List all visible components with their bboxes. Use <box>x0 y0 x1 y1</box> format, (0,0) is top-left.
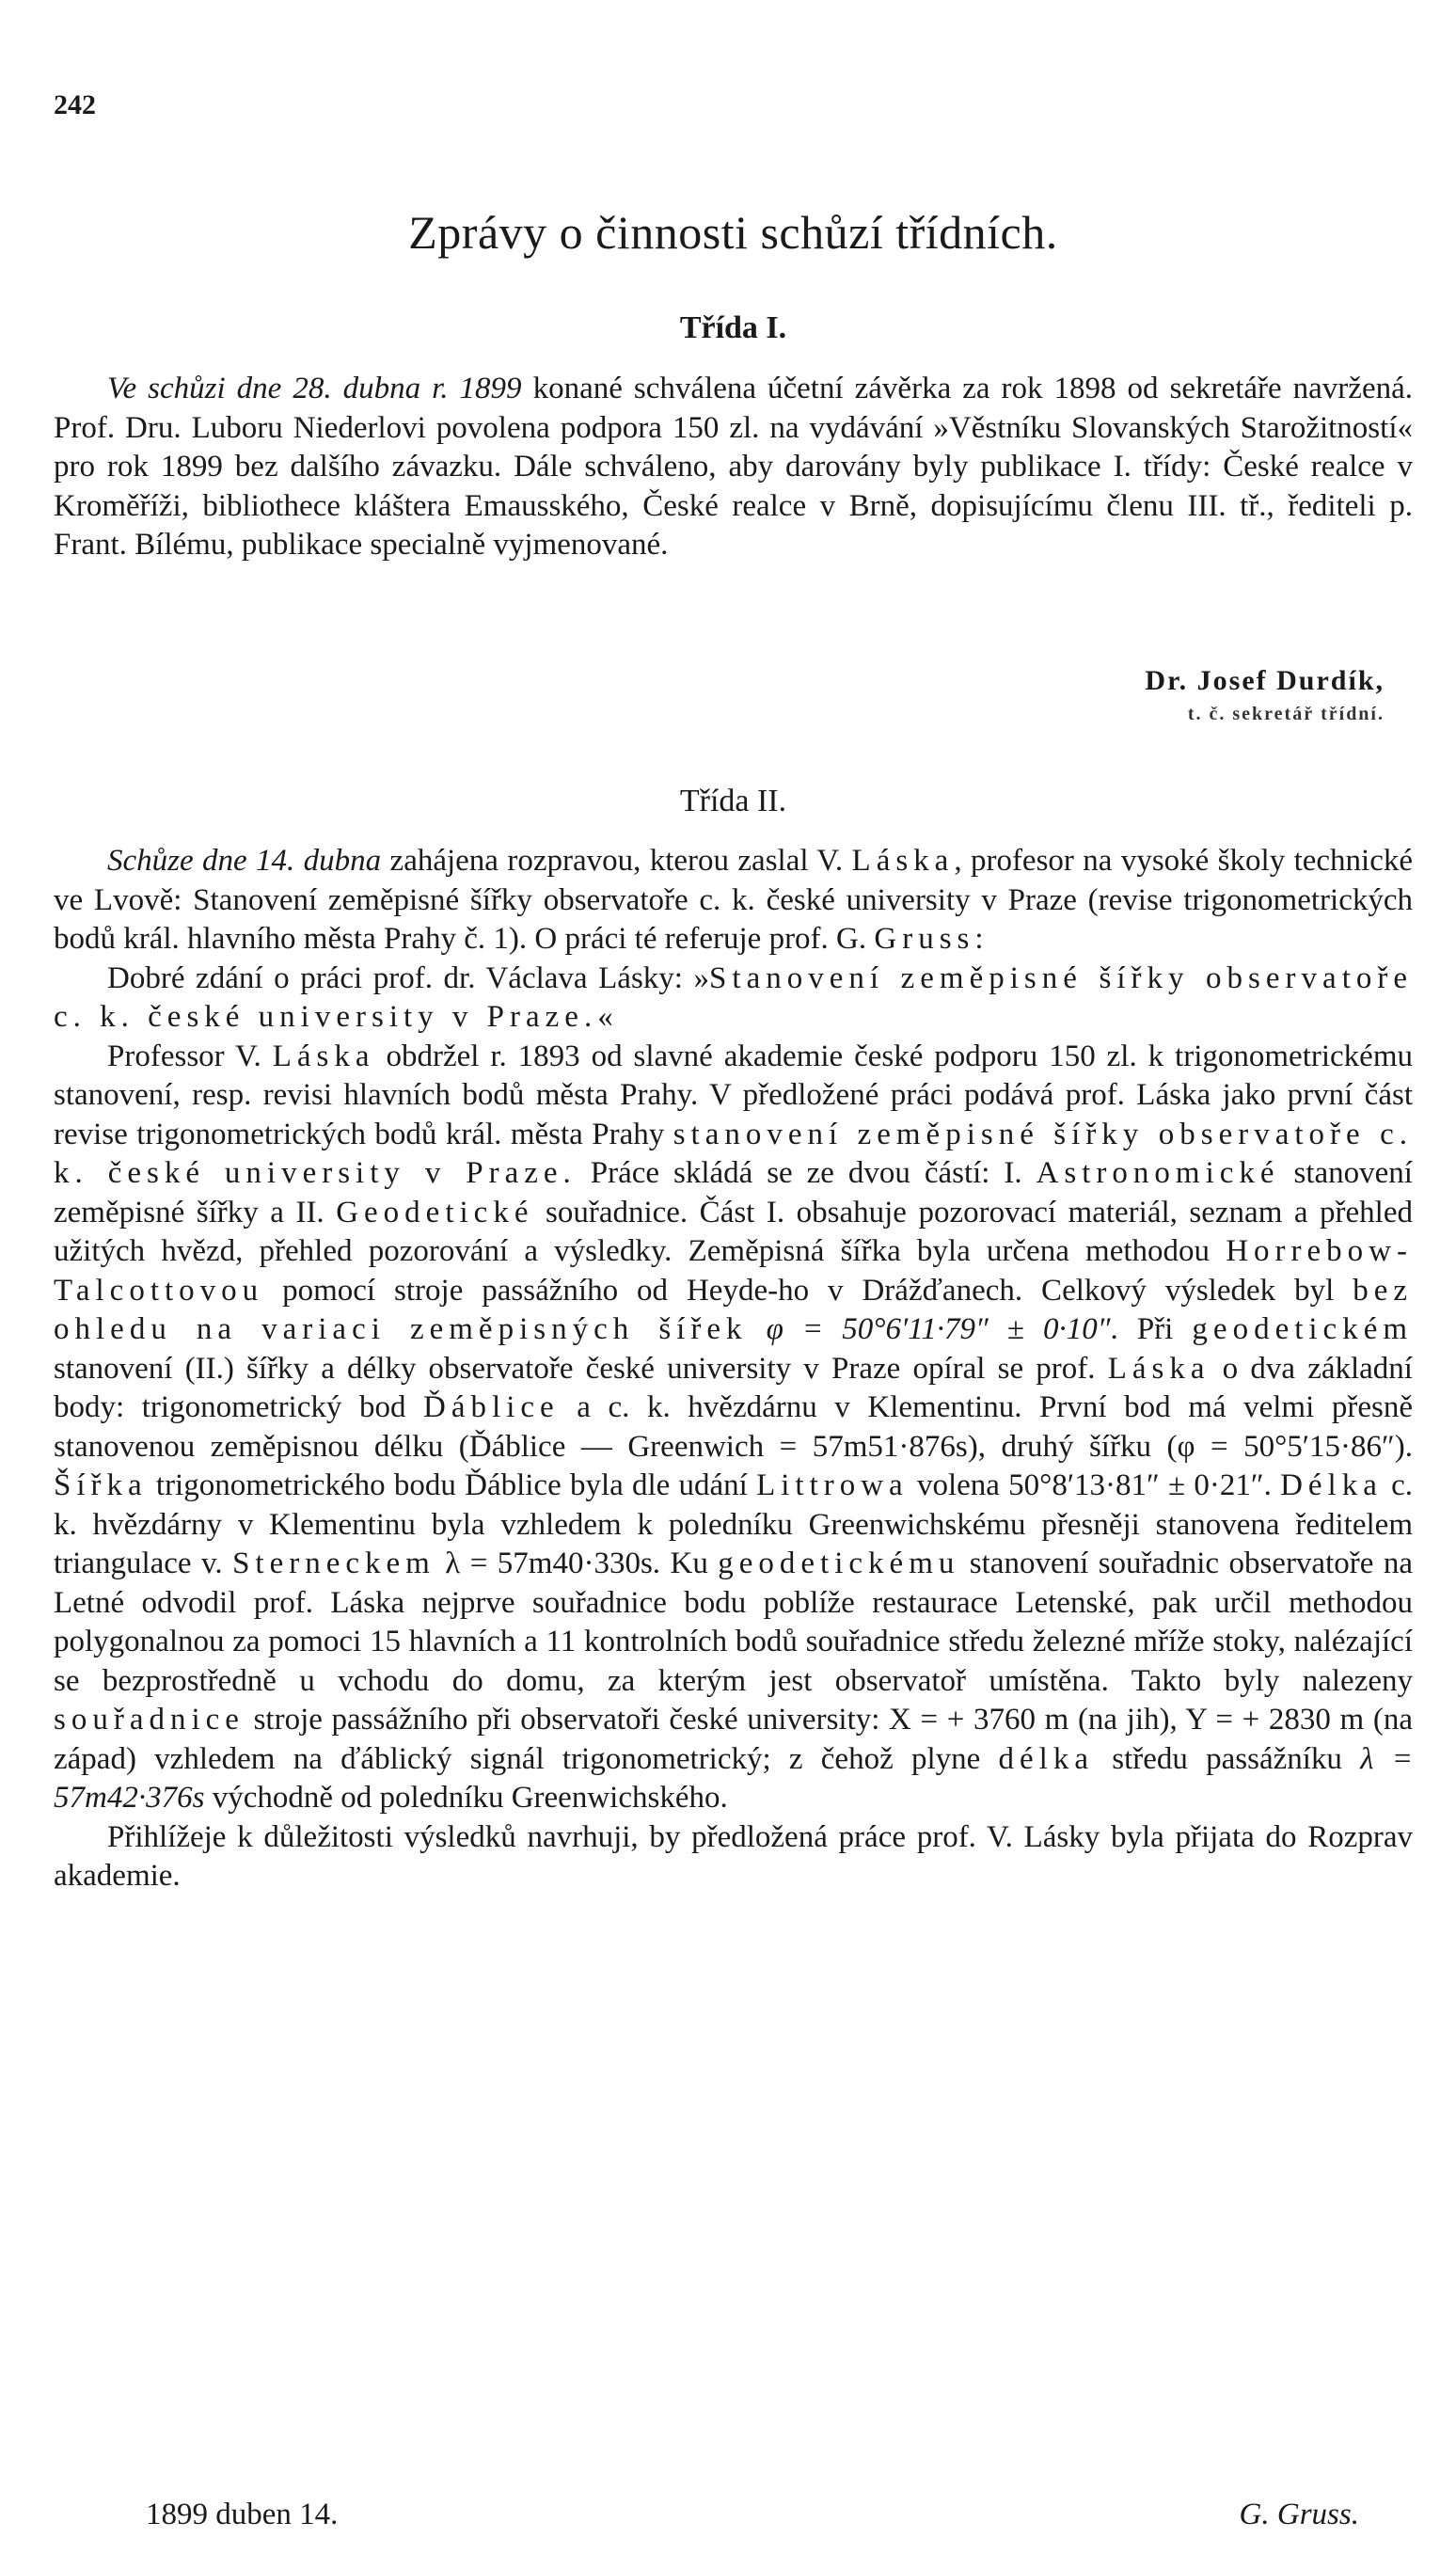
class-1-report <box>54 370 1413 565</box>
spaced-text: Geodetické <box>336 1195 534 1229</box>
class-2-paragraph-opinion-body <box>54 1038 1413 1818</box>
text-run: Práce skládá se ze dvou částí: I. <box>576 1156 1037 1190</box>
spaced-text: Láska <box>272 1039 375 1073</box>
class-2-paragraph-intro <box>54 842 1413 960</box>
spaced-text: souřadnice <box>54 1703 245 1737</box>
text-run: . Při <box>1110 1312 1193 1346</box>
formula-text: φ = 50°6′11·79″ ± 0·10″ <box>766 1312 1111 1346</box>
reviewer-signature: G. Gruss. <box>1239 2498 1359 2531</box>
text-run: stanovení (II.) šířky a délky observatoře české university v Praze opíral se prof. <box>54 1351 1108 1386</box>
page-title: Zprávy o činnosti schůzí třídních. <box>408 206 1058 259</box>
spaced-title: Stanovení zeměpisné šířky observatoře c. k. české university v Praze. <box>54 960 1413 1034</box>
class-1-paragraph <box>54 370 1413 565</box>
secretary-signature-role: t. č. sekretář třídní. <box>1187 704 1385 724</box>
spaced-text: Astronomické <box>1036 1156 1280 1190</box>
spaced-name: Láska <box>851 844 955 878</box>
text-run: souřadnice. Část I. obsahuje pozorovací materiál, seznam a přehled užitých hvězd, přehled pozorování a výsledky. Zeměpisná šířka byla určena methodou <box>54 1195 1413 1268</box>
class-2-paragraph-opinion-title <box>54 960 1413 1038</box>
text-run: volena 50°8′13·81″ ± 0·21″. <box>908 1468 1281 1502</box>
text-run: stroje passážního při observatoři české university: X = + 3760 m (na jih), Y = + 2830 m (na západ) vzhledem na ďáblický signál trigonometrický; z čehož plyne <box>54 1703 1413 1776</box>
spaced-text: geodetickém <box>1192 1312 1414 1346</box>
class-2-report <box>54 842 1413 1896</box>
spaced-text: délka <box>998 1741 1094 1776</box>
section-heading-class-2: Třída II. <box>679 784 787 818</box>
spaced-text: Horrebow-Talcottovou <box>54 1234 1413 1308</box>
text-run: Dobré zdání o práci prof. dr. Václava Lásky: » <box>107 960 710 995</box>
formula-text: λ = 57m42·376s <box>54 1741 1413 1815</box>
text-run: λ = 57m40·330s. Ku <box>435 1547 719 1580</box>
spaced-text: Šířka <box>54 1468 148 1502</box>
spaced-text: Délka <box>1280 1468 1383 1502</box>
spaced-text: Láska <box>1107 1351 1211 1386</box>
section-heading-class-1: Třída I. <box>679 310 787 345</box>
text-run: Professor V. <box>107 1039 273 1073</box>
text-run: zahájena rozpravou, kterou zaslal V. <box>381 844 852 878</box>
text-run: středu passážníku <box>1094 1741 1361 1776</box>
secretary-signature-name: Dr. Josef Durdík, <box>1145 665 1385 696</box>
spaced-text: Sterneckem <box>232 1547 435 1580</box>
text-run: : <box>974 922 984 956</box>
spaced-text: geodetickému <box>718 1547 960 1580</box>
closing-date: 1899 duben 14. <box>146 2498 339 2531</box>
meeting-date: Schůze dne 14. dubna <box>107 844 382 878</box>
text-run: obdržel r. 1893 od slavné akademie české podporu 150 zl. k trigonometrickému stanovení, resp. revisi hlavních bodů města Prahy. V předložené práci podává prof. Láska jako první část revise trigonometrických bodů král. města Prahy <box>54 1039 1413 1151</box>
text-run: « <box>597 1000 613 1034</box>
spaced-text: bez ohledu na variaci zeměpisných šířek <box>54 1273 1413 1346</box>
spaced-text: Ďáblice <box>423 1390 560 1424</box>
text-run: stanovení souřadnic observatoře na Letné odvodil prof. Láska nejprve souřadnice bodu poblíže restaurace Letenské, pak určil methodou polygonalnou za pomoci 15 hlavních a 11 kontrolních bodů souřadnice středu železné mříže stoky, nalézající se bezprostředně u vchodu do domu, za kterým jest observatoř umístěna. Takto byly nalezeny <box>54 1547 1413 1698</box>
class-2-paragraph-recommendation: Přihlížeje k důležitosti výsledků navrhuji, by předložená práce prof. V. Lásky byla přijata do Rozprav akademie. <box>54 1819 1413 1893</box>
text-run: pomocí stroje passážního od Heyde-ho v Drážďanech. Celkový výsledek byl <box>263 1273 1353 1308</box>
text-run: o dva základní body: trigonometrický bod <box>54 1351 1413 1424</box>
text-run <box>747 1312 766 1346</box>
spaced-text: stanovení zeměpisné šířky observatoře c. k. české university v Praze. <box>54 1117 1413 1190</box>
page-number: 242 <box>54 89 96 120</box>
text-run: c. k. hvězdárny v Klementinu byla vzhledem k poledníku Greenwichskému přesněji stanovena ředitelem triangulace v. <box>54 1468 1413 1580</box>
text-run: východně od poledníku Greenwichského. <box>204 1781 728 1815</box>
text-run: trigonometrického bodu Ďáblice byla dle udání <box>147 1468 757 1502</box>
paragraph-text: konané schválena účetní závěrka za rok 1898 od sekretáře navržená. Prof. Dru. Luboru Niederlovi povolena podpora 150 zl. na vydávání »Věstníku Slovanských Starožitností« pro rok 1899 bez dalšího závazku. Dále schváleno, aby darovány byly publikace I. třídy: České realce v Kroměříži, bibliothece kláštera Emausského, České realce v Brně, dopisujícímu členu III. tř., řediteli p. Frant. Bílému, publikace specialně vyjmenované. <box>54 372 1413 562</box>
text-run: , profesor na vysoké školy technické ve Lvově: Stanovení zeměpisné šířky observatoře c. k. české university v Praze (revise trigonometrických bodů král. hlavního města Prahy č. 1). O práci té referuje prof. G. <box>54 844 1413 956</box>
text-run: stanovení zeměpisné šířky a II. <box>54 1156 1413 1229</box>
meeting-date: Ve schůzi dne 28. dubna r. 1899 <box>107 372 522 405</box>
text-run: a c. k. hvězdárnu v Klementinu. První bod má velmi přesně stanovenou zeměpisnou délku (Ďáblice — Greenwich = 57m51·876s), druhý šířku (φ = 50°5′15·86″). <box>54 1390 1413 1464</box>
spaced-name: Gruss <box>874 922 975 956</box>
spaced-text: Littrowa <box>756 1468 909 1502</box>
